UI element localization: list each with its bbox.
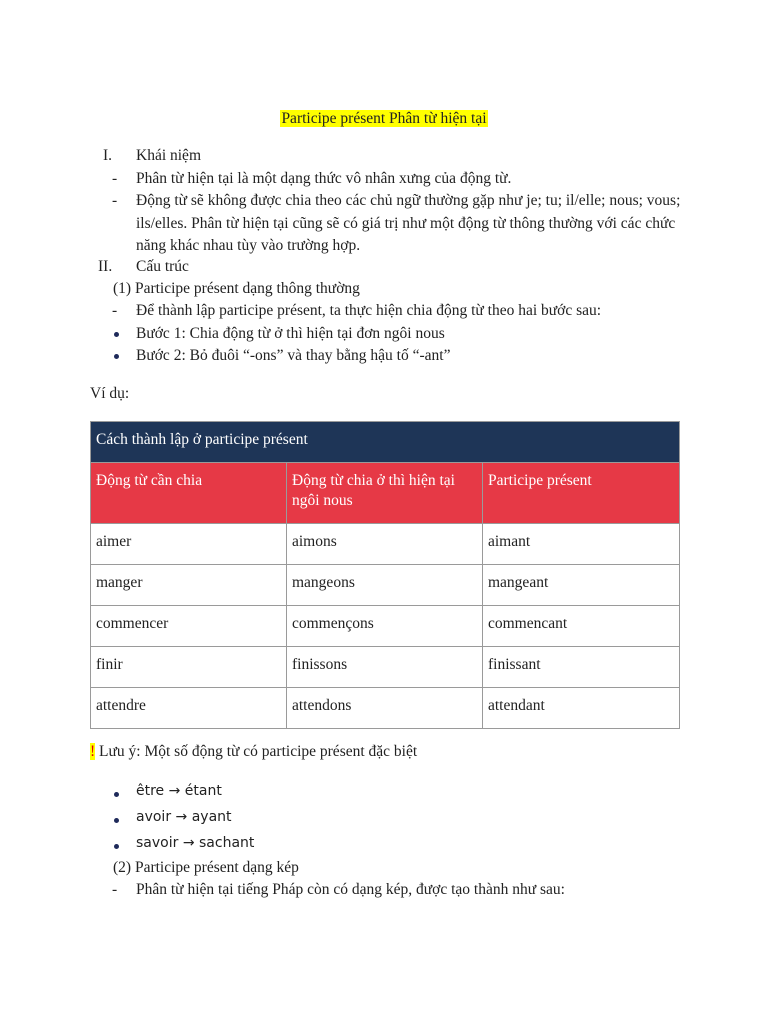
dash-marker: - xyxy=(112,192,118,209)
table-row xyxy=(91,647,680,688)
section2-numeral: II. xyxy=(98,258,113,275)
header-cell: Động từ chia ở thì hiện tại ngôi nous xyxy=(287,463,483,524)
special-verb-1: être → étant xyxy=(136,783,222,799)
document-title xyxy=(0,108,768,130)
table-title-row xyxy=(91,422,680,463)
table-cell: attendons xyxy=(287,688,483,729)
table-cell: commencant xyxy=(483,606,680,647)
step-2-text: Bước 2: Bỏ đuôi “-ons” và thay bằng hậu tố “-ant” xyxy=(136,347,451,364)
table-cell: finir xyxy=(91,647,287,688)
header-cell: Động từ cần chia xyxy=(91,463,287,524)
table-cell: finissons xyxy=(287,647,483,688)
note-text: Lưu ý: Một số động từ có participe présent đặc biệt xyxy=(99,743,418,760)
special-verb-3: savoir → sachant xyxy=(136,835,255,851)
table-cell: attendre xyxy=(91,688,287,729)
subsection2-heading: (2) Participe présent dạng kép xyxy=(113,859,299,876)
bullet-icon xyxy=(114,354,119,359)
header-cell: Participe présent xyxy=(483,463,680,524)
subsection1-heading: (1) Participe présent dạng thông thường xyxy=(113,280,360,297)
step-1-text: Bước 1: Chia động từ ở thì hiện tại đơn ngôi nous xyxy=(136,325,445,342)
section1-item-2: Động từ sẽ không được chia theo các chủ ngữ thường gặp như je; tu; il/elle; nous; vous; ils/elles. Phân từ hiện tại cũng sẽ có giá trị như một động từ thông thường với các chức năng khác nhau tùy vào trường hợp. xyxy=(136,192,681,254)
table-cell: aimons xyxy=(287,524,483,565)
note-line xyxy=(90,741,417,763)
bullet-icon xyxy=(114,818,119,823)
table-cell: manger xyxy=(91,565,287,606)
special-verb-2: avoir → ayant xyxy=(136,809,232,825)
compound-form-text: Phân từ hiện tại tiếng Pháp còn có dạng kép, được tạo thành như sau: xyxy=(136,881,565,898)
dash-marker: - xyxy=(112,881,118,898)
table-header-row xyxy=(91,463,680,524)
dash-marker: - xyxy=(112,170,118,187)
table-cell: mangeant xyxy=(483,565,680,606)
dash-marker: - xyxy=(112,302,118,319)
section1-heading: Khái niệm xyxy=(136,147,201,164)
table-cell: commencer xyxy=(91,606,287,647)
table-row xyxy=(91,524,680,565)
table-cell: aimant xyxy=(483,524,680,565)
section2-dash-text: Để thành lập participe présent, ta thực hiện chia động từ theo hai bước sau: xyxy=(136,302,602,319)
warning-icon: ! xyxy=(90,743,96,760)
section2-heading: Cấu trúc xyxy=(136,258,189,275)
bullet-icon xyxy=(114,844,119,849)
table-title: Cách thành lập ở participe présent xyxy=(91,422,680,463)
conjugation-table xyxy=(90,421,680,729)
section1-item-1: Phân từ hiện tại là một dạng thức vô nhân xưng của động từ. xyxy=(136,170,512,187)
table-cell: attendant xyxy=(483,688,680,729)
bullet-icon xyxy=(114,792,119,797)
section1-numeral: I. xyxy=(103,147,113,164)
table-row xyxy=(91,688,680,729)
title-highlight: Participe présent Phân từ hiện tại xyxy=(281,110,487,127)
table-row xyxy=(91,565,680,606)
table-cell: finissant xyxy=(483,647,680,688)
bullet-icon xyxy=(114,332,119,337)
table-cell: commençons xyxy=(287,606,483,647)
table-cell: mangeons xyxy=(287,565,483,606)
table-cell: aimer xyxy=(91,524,287,565)
table-row xyxy=(91,606,680,647)
example-label: Ví dụ: xyxy=(90,385,130,402)
